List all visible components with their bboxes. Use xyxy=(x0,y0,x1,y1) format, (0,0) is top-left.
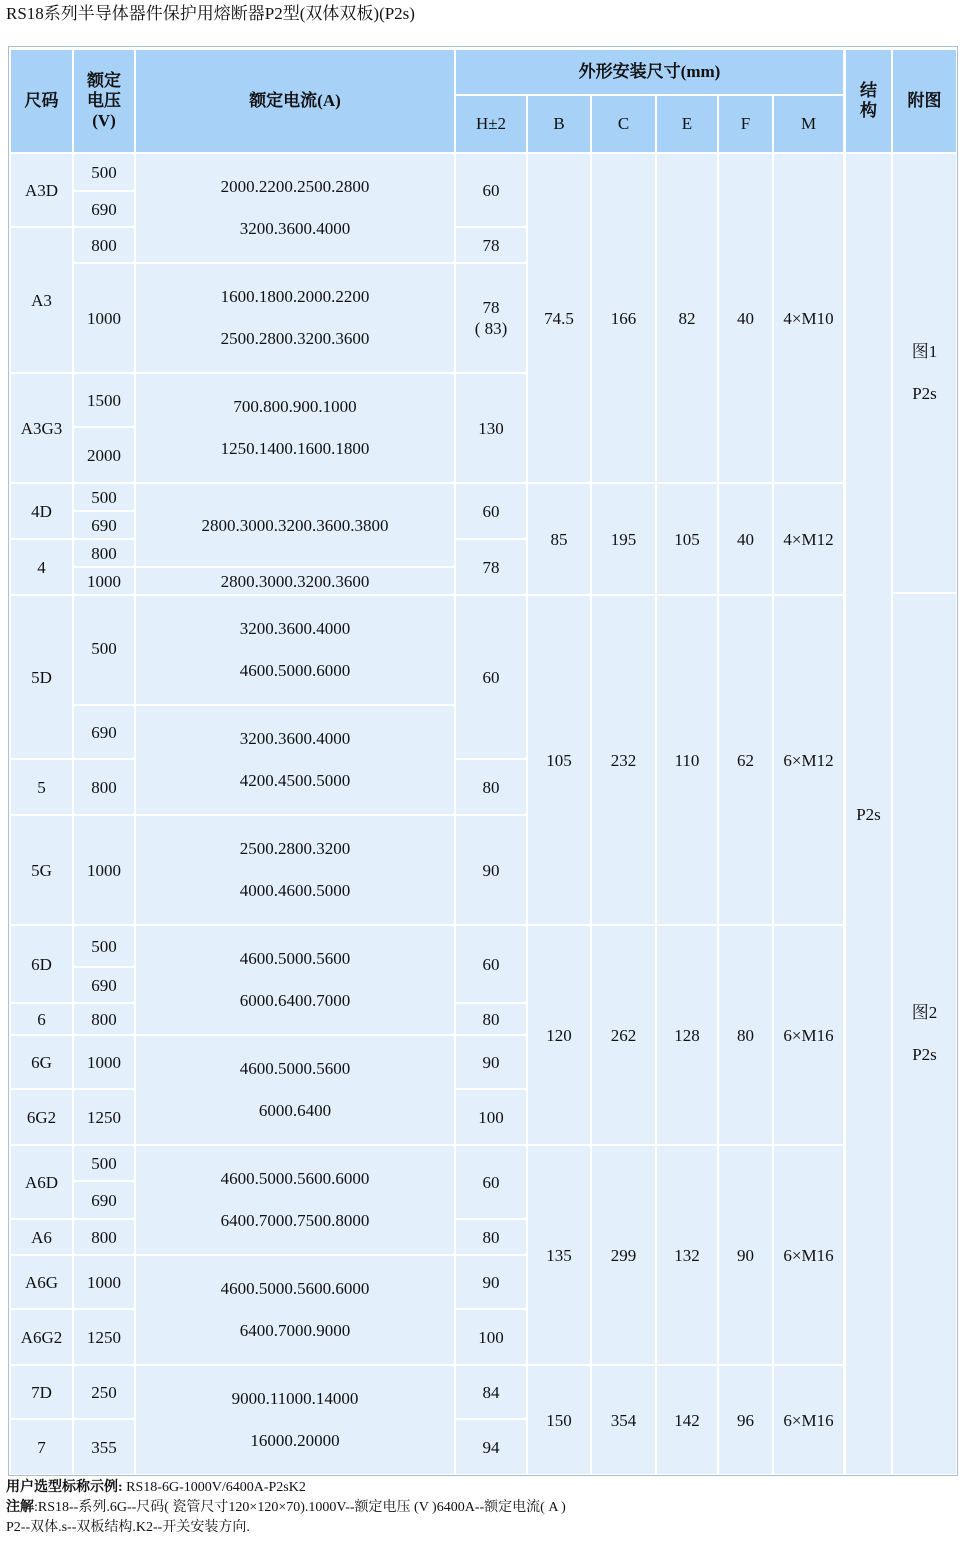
header-structure: 结 构 xyxy=(846,50,891,152)
size-cell: 4 xyxy=(11,540,72,594)
example-line xyxy=(6,1478,566,1498)
h-cell: 60 xyxy=(456,1146,526,1218)
h-cell: 60 xyxy=(456,926,526,1002)
voltage-cell: 355 xyxy=(74,1420,134,1474)
size-cell: A3G3 xyxy=(11,374,72,482)
voltage-cell: 800 xyxy=(74,1220,134,1254)
f-cell: 80 xyxy=(719,926,772,1144)
header-h: H±2 xyxy=(456,96,526,152)
f-cell: 40 xyxy=(719,484,772,594)
voltage-cell: 1500 xyxy=(74,374,134,426)
h-cell: 90 xyxy=(456,816,526,924)
size-cell: 7 xyxy=(11,1420,72,1474)
b-cell: 150 xyxy=(528,1366,590,1474)
voltage-cell: 800 xyxy=(74,1004,134,1034)
current-cell: 1600.1800.2000.2200 2500.2800.3200.3600 xyxy=(136,264,454,372)
h-cell: 90 xyxy=(456,1036,526,1088)
note-line-1: 注解:RS18--系列.6G--尺码( 瓷管尺寸120×120×70).1000V--额定电压 (V )6400A--额定电流( A ) xyxy=(6,1500,566,1515)
voltage-cell: 1000 xyxy=(74,264,134,372)
h-cell: 80 xyxy=(456,1004,526,1034)
h-cell: 100 xyxy=(456,1090,526,1144)
voltage-cell: 800 xyxy=(74,540,134,566)
size-cell: 5 xyxy=(11,760,72,814)
e-cell: 132 xyxy=(657,1146,717,1364)
m-cell: 6×M12 xyxy=(774,596,843,924)
h-cell: 100 xyxy=(456,1310,526,1364)
size-cell: 5D xyxy=(11,596,72,758)
current-cell: 4600.5000.5600.6000 6400.7000.7500.8000 xyxy=(136,1146,454,1254)
header-b: B xyxy=(528,96,590,152)
note-label: 注解 xyxy=(6,1500,34,1515)
voltage-cell: 2000 xyxy=(74,428,134,482)
c-cell: 232 xyxy=(592,596,655,924)
m-cell: 4×M10 xyxy=(774,154,843,482)
size-cell: A6D xyxy=(11,1146,72,1218)
current-cell: 3200.3600.4000 4200.4500.5000 xyxy=(136,706,454,814)
size-cell: 6D xyxy=(11,926,72,1002)
c-cell: 166 xyxy=(592,154,655,482)
current-cell: 2800.3000.3200.3600.3800 xyxy=(136,484,454,566)
note-line-2: P2--双体.s--双板结构.K2--开关安装方向. xyxy=(6,1520,250,1535)
voltage-cell: 1000 xyxy=(74,1256,134,1308)
m-cell: 6×M16 xyxy=(774,1366,843,1474)
size-cell: 7D xyxy=(11,1366,72,1418)
size-cell: 6G2 xyxy=(11,1090,72,1144)
b-cell: 135 xyxy=(528,1146,590,1364)
h-cell: 78 ( 83) xyxy=(456,264,526,372)
header-dimensions: 外形安装尺寸(mm) xyxy=(456,50,843,94)
header-voltage: 额定 电压 (V) xyxy=(74,50,134,152)
voltage-cell: 690 xyxy=(74,706,134,758)
page-title: RS18系列半导体器件保护用熔断器P2型(双体双板)(P2s) xyxy=(6,4,415,23)
structure-cell: P2s xyxy=(846,154,891,1474)
m-cell: 6×M16 xyxy=(774,1146,843,1364)
voltage-cell: 1250 xyxy=(74,1310,134,1364)
h-cell: 94 xyxy=(456,1420,526,1474)
h-cell: 130 xyxy=(456,374,526,482)
current-cell: 2500.2800.3200 4000.4600.5000 xyxy=(136,816,454,924)
current-cell: 2800.3000.3200.3600 xyxy=(136,568,454,594)
current-cell: 4600.5000.5600.6000 6400.7000.9000 xyxy=(136,1256,454,1364)
voltage-cell: 800 xyxy=(74,760,134,814)
size-cell: A3D xyxy=(11,154,72,226)
c-cell: 354 xyxy=(592,1366,655,1474)
voltage-cell: 500 xyxy=(74,484,134,510)
voltage-cell: 1000 xyxy=(74,1036,134,1088)
f-cell: 62 xyxy=(719,596,772,924)
header-rated-current: 额定电流(A) xyxy=(136,50,454,152)
example-label: 用户选型标称示例: xyxy=(6,1480,123,1495)
m-cell: 4×M12 xyxy=(774,484,843,594)
voltage-cell: 500 xyxy=(74,154,134,190)
c-cell: 195 xyxy=(592,484,655,594)
e-cell: 82 xyxy=(657,154,717,482)
size-cell: A6 xyxy=(11,1220,72,1254)
fuse-spec-table xyxy=(8,46,958,1476)
current-cell: 9000.11000.14000 16000.20000 xyxy=(136,1366,454,1474)
current-cell: 4600.5000.5600 6000.6400 xyxy=(136,1036,454,1144)
h-cell: 90 xyxy=(456,1256,526,1308)
h-cell: 60 xyxy=(456,154,526,226)
h-cell: 84 xyxy=(456,1366,526,1418)
size-cell: 6G xyxy=(11,1036,72,1088)
voltage-cell: 1250 xyxy=(74,1090,134,1144)
e-cell: 105 xyxy=(657,484,717,594)
size-cell: 5G xyxy=(11,816,72,924)
header-e: E xyxy=(657,96,717,152)
size-cell: A6G xyxy=(11,1256,72,1308)
example-value: RS18-6G-1000V/6400A-P2sK2 xyxy=(122,1480,306,1495)
m-cell: 6×M16 xyxy=(774,926,843,1144)
f-cell: 90 xyxy=(719,1146,772,1364)
header-m: M xyxy=(774,96,843,152)
current-cell: 2000.2200.2500.2800 3200.3600.4000 xyxy=(136,154,454,262)
figure-cell: 图2 P2s xyxy=(893,594,956,1474)
current-cell: 700.800.900.1000 1250.1400.1600.1800 xyxy=(136,374,454,482)
header-c: C xyxy=(592,96,655,152)
size-cell: 6 xyxy=(11,1004,72,1034)
voltage-cell: 1000 xyxy=(74,816,134,924)
voltage-cell: 1000 xyxy=(74,568,134,594)
size-cell: A3 xyxy=(11,228,72,372)
voltage-cell: 500 xyxy=(74,596,134,704)
figure-cell: 图1 P2s xyxy=(893,154,956,592)
voltage-cell: 690 xyxy=(74,512,134,538)
h-cell: 80 xyxy=(456,760,526,814)
f-cell: 96 xyxy=(719,1366,772,1474)
h-cell: 78 xyxy=(456,540,526,594)
notes-section xyxy=(6,1478,566,1538)
h-cell: 60 xyxy=(456,596,526,758)
divider xyxy=(845,592,957,593)
voltage-cell: 690 xyxy=(74,1182,134,1218)
voltage-cell: 690 xyxy=(74,968,134,1002)
h-cell: 78 xyxy=(456,228,526,262)
b-cell: 105 xyxy=(528,596,590,924)
current-cell: 4600.5000.5600 6000.6400.7000 xyxy=(136,926,454,1034)
current-cell: 3200.3600.4000 4600.5000.6000 xyxy=(136,596,454,704)
b-cell: 74.5 xyxy=(528,154,590,482)
header-size: 尺码 xyxy=(11,50,72,152)
c-cell: 262 xyxy=(592,926,655,1144)
f-cell: 40 xyxy=(719,154,772,482)
c-cell: 299 xyxy=(592,1146,655,1364)
h-cell: 60 xyxy=(456,484,526,538)
b-cell: 85 xyxy=(528,484,590,594)
header-figure: 附图 xyxy=(893,50,956,152)
h-cell: 80 xyxy=(456,1220,526,1254)
voltage-cell: 250 xyxy=(74,1366,134,1418)
voltage-cell: 500 xyxy=(74,1146,134,1180)
b-cell: 120 xyxy=(528,926,590,1144)
header-f: F xyxy=(719,96,772,152)
e-cell: 110 xyxy=(657,596,717,924)
voltage-cell: 500 xyxy=(74,926,134,966)
size-cell: 4D xyxy=(11,484,72,538)
e-cell: 142 xyxy=(657,1366,717,1474)
voltage-cell: 800 xyxy=(74,228,134,262)
e-cell: 128 xyxy=(657,926,717,1144)
voltage-cell: 690 xyxy=(74,192,134,226)
size-cell: A6G2 xyxy=(11,1310,72,1364)
